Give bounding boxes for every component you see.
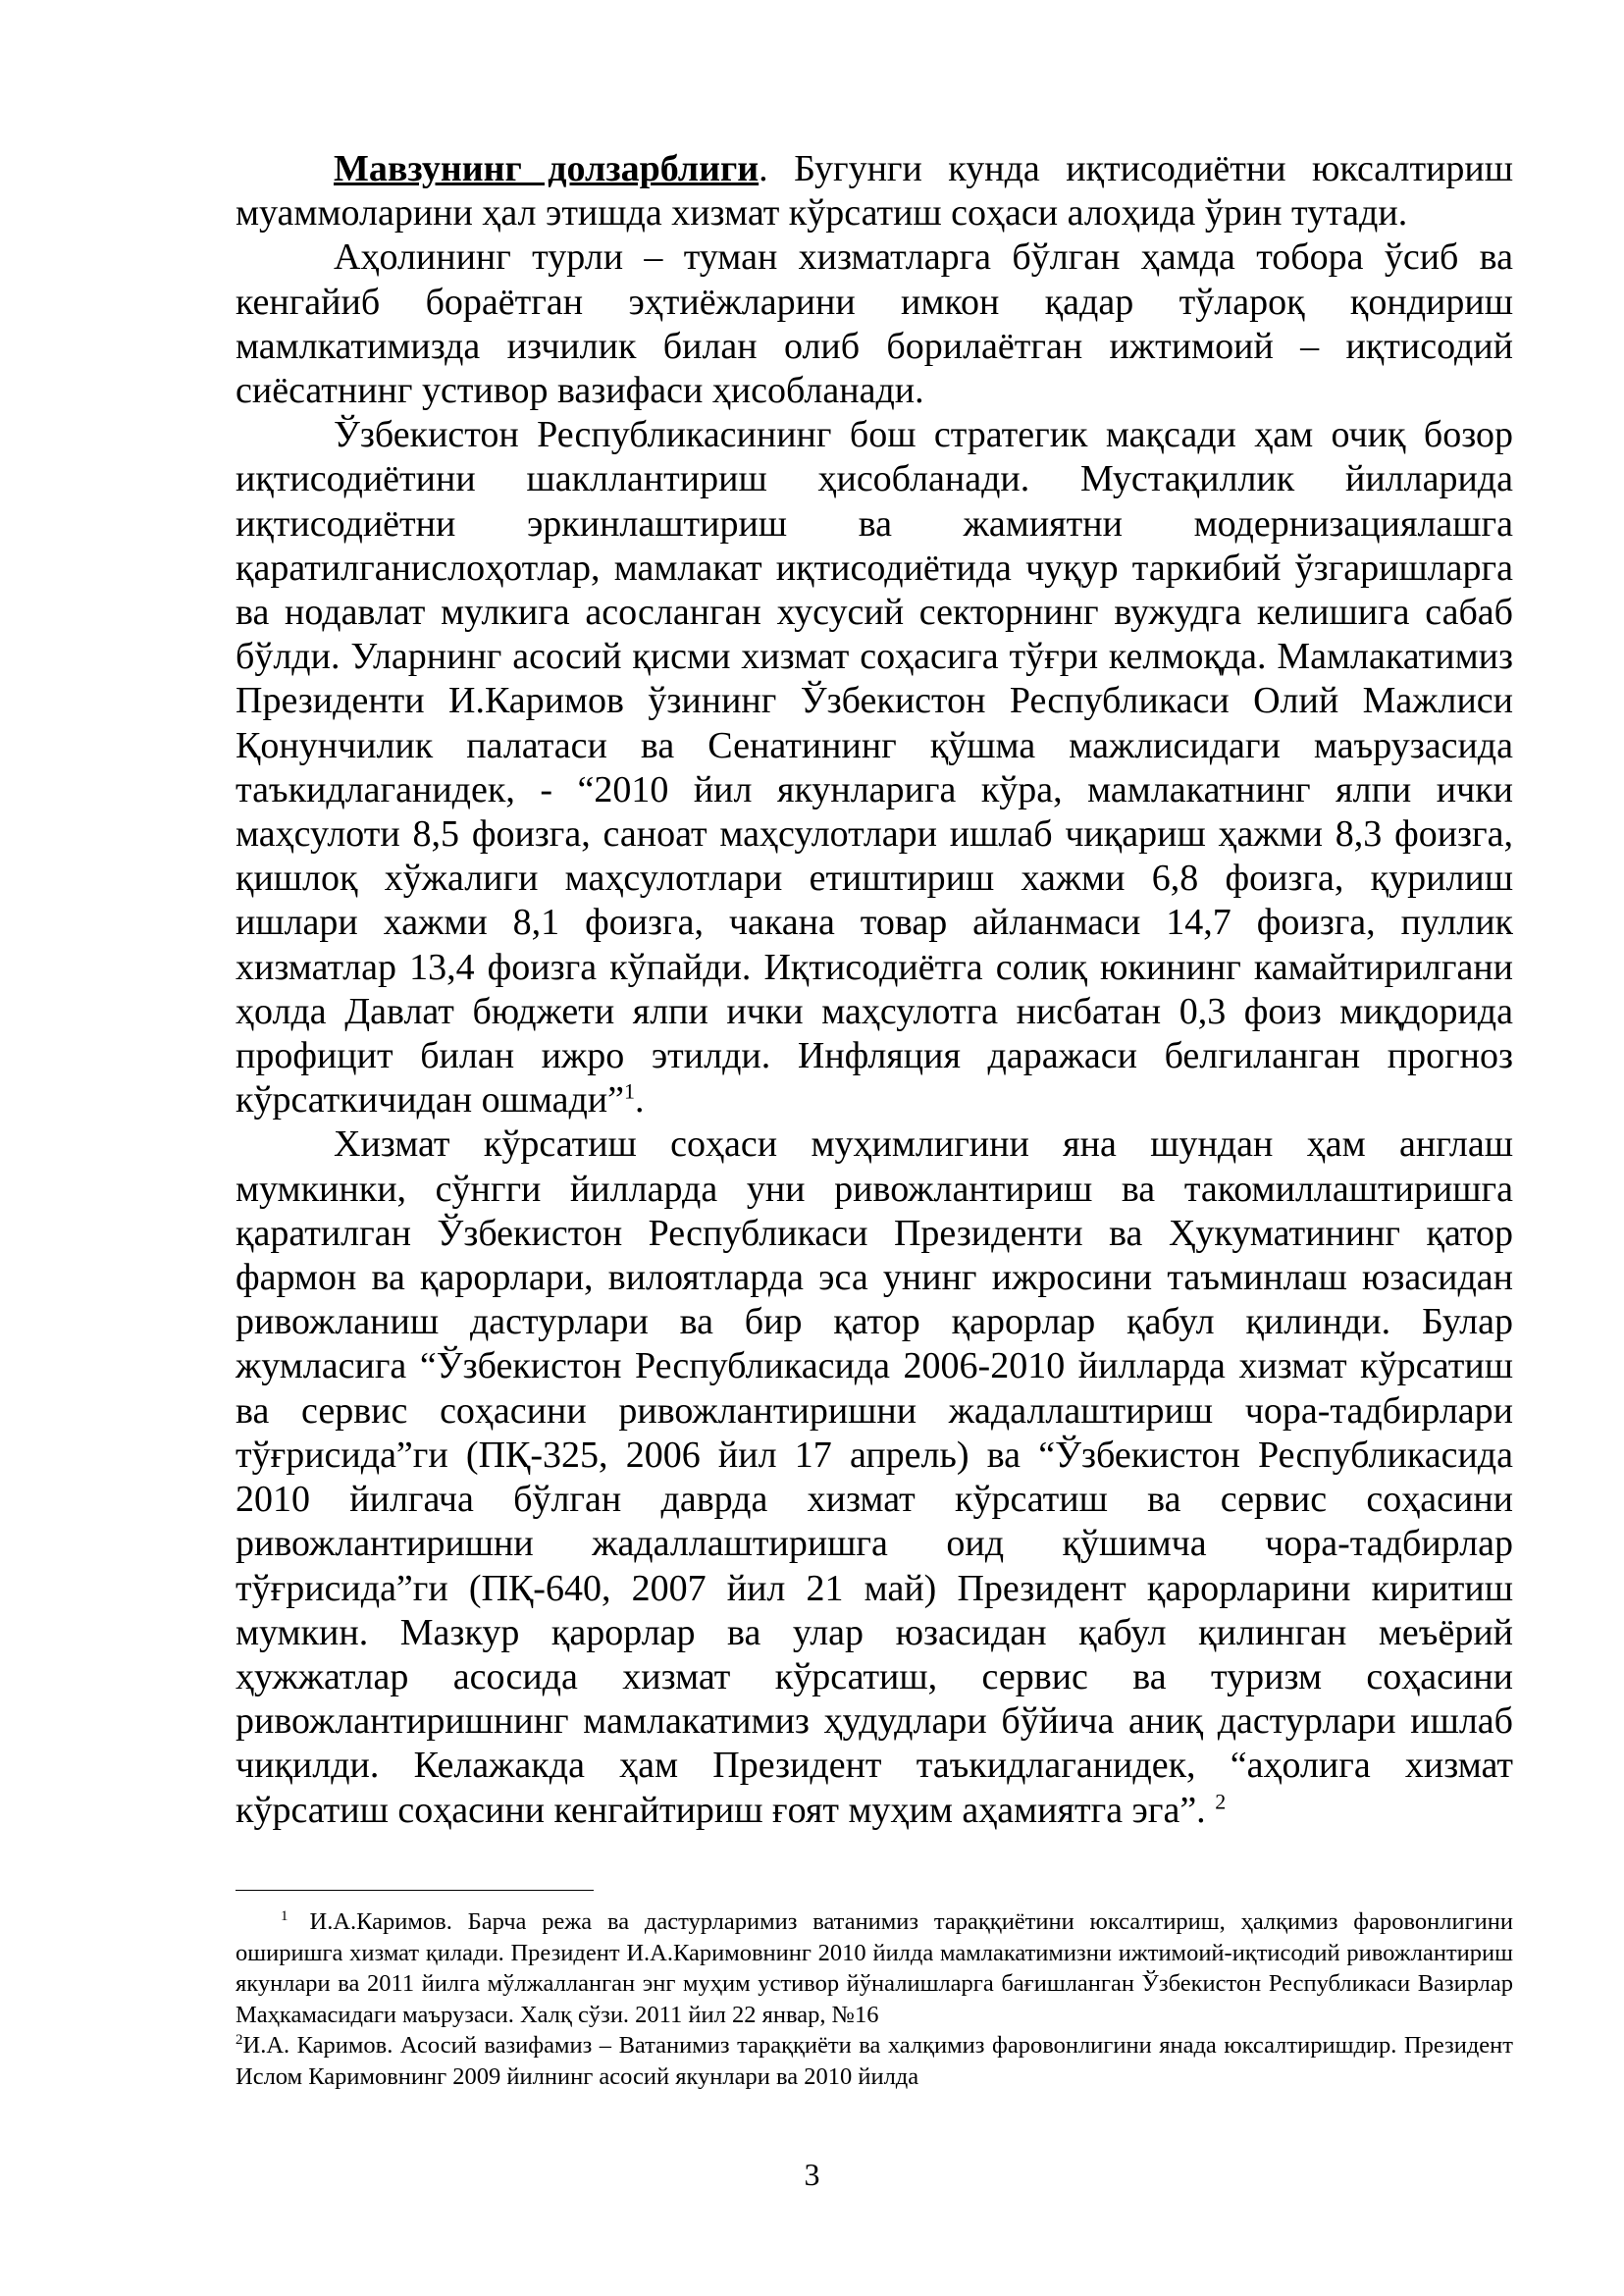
paragraph-3-end: .: [635, 1079, 645, 1122]
paragraph-3-text: Ўзбекистон Республикасининг бош стратегик мақсади ҳам очиқ бозор иқтисодиётини шакллантириш ҳисобланади. Мустақиллик йилларида иқтисодиётни эркинлаштириш ва жамиятни модернизациялашга қаратилганислоҳотлар, мамлакат иқтисодиётида чуқур таркибий ўзгаришларга ва нодавлат мулкига асосланган хусусий секторнинг вужудга келишига сабаб бўлди. Уларнинг асосий қисми хизмат соҳасига тўғри келмоқда. Мамлакатимиз Президенти И.Каримов ўзининг Ўзбекистон Республикаси Олий Мажлиси Қонунчилик палатаси ва Сенатининг қўшма мажлисидаги маърузасида таъкидлаганидек, - “2010 йил якунларига кўра, мамлакатнинг ялпи ички маҳсулоти 8,5 фоизга, саноат маҳсулотлари ишлаб чиқариш ҳажми 8,3 фоизга, қишлоқ хўжалиги маҳсулотлари етиштириш хажми 6,8 фоизга, қурилиш ишлари хажми 8,1 фоизга, чакана товар айланмаси 14,7 фоизга, пуллик хизматлар 13,4 фоизга кўпайди. Иқтисодиётга солиқ юкининг камайтирилгани ҳолда Давлат бюджети ялпи ички маҳсулотга нисбатан 0,3 фоиз миқдорида профицит билан ижро этилди. Инфляция даражаси белгиланган прогноз кўрсаткичидан ошмади”: [236, 414, 1513, 1122]
topic-heading: Мавзунинг долзарблиги: [334, 148, 760, 189]
footnote-ref-1: 1: [624, 1078, 636, 1104]
footnotes: [236, 1906, 1513, 2093]
footnote-2: [236, 2030, 1513, 2092]
paragraph-2-text: Аҳолининг турли – туман хизматларга бўлган ҳамда тобора ўсиб ва кенгайиб бораётган эҳтиёжларини имкон қадар тўлароқ қондириш мамлкатимизда изчилик билан олиб борилаётган ижтимоий – иқтисодий сиёсатнинг устивор вазифаси ҳисобланади.: [236, 236, 1513, 412]
paragraph-4: [236, 1122, 1513, 1832]
footnote-2-text: И.А. Каримов. Асосий вазифамиз – Ватанимиз тараққиёти ва халқимиз фаровонлигини янада юксалтиришдир. Президент Ислом Каримовнинг 2009 йилнинг асосий якунлари ва 2010 йилда: [236, 2032, 1513, 2090]
paragraph-3: [236, 413, 1513, 1122]
paragraph-1-text: . Бугунги кунда иқтисодиётни юксалтириш муаммоларини ҳал этишда хизмат кўрсатиш соҳаси алоҳида ўрин тутади.: [236, 148, 1513, 235]
footnote-2-marker: 2: [236, 2032, 243, 2049]
paragraph-4-text: Хизмат кўрсатиш соҳаси муҳимлигини яна шундан ҳам англаш мумкинки, сўнгги йилларда уни ривожлантириш ва такомиллаштиришга қаратилган Ўзбекистон Республикаси Президенти ва Ҳукуматининг қатор фармон ва қарорлари, вилоятларда эса унинг ижросини таъминлаш юзасидан ривожланиш дастурлари ва бир қатор қарорлар қабул қилинди. Булар жумласига “Ўзбекистон Республикасида 2006-2010 йилларда хизмат кўрсатиш ва сервис соҳасини ривожлантиришни жадаллаштириш чора-тадбирлари тўғрисида”ги (ПҚ-325, 2006 йил 17 апрель) ва “Ўзбекистон Республикасида 2010 йилгача бўлган даврда хизмат кўрсатиш ва сервис соҳасини ривожлантиришни жадаллаштиришга оид қўшимча чора-тадбирлар тўғрисида”ги (ПҚ-640, 2007 йил 21 май) Президент қарорларини киритиш мумкин. Мазкур қарорлар ва улар юзасидан қабул қилинган меъёрий ҳужжатлар асосида хизмат кўрсатиш, сервис ва туризм соҳасини ривожлантиришнинг мамлакатимиз ҳудудлари бўйича аниқ дастурлари ишлаб чиқилди. Келажакда ҳам Президент таъкидлаганидек, “аҳолига хизмат кўрсатиш соҳасини кенгайтириш ғоят муҳим аҳамиятга эга”.: [236, 1123, 1513, 1831]
paragraph-2: [236, 235, 1513, 413]
footnote-1-marker: 1: [281, 1907, 288, 1924]
footnote-separator: [236, 1890, 594, 1891]
page-number: 3: [804, 2157, 820, 2192]
footnote-ref-2: 2: [1215, 1788, 1227, 1813]
paragraph-1: [236, 147, 1513, 235]
body-text: [236, 147, 1513, 1833]
footnote-1-text: И.А.Каримов. Барча режа ва дастурларимиз ватанимиз тараққиётини юксалтириш, ҳалқимиз фаровонлигини оширишга хизмат қилади. Президент И.А.Каримовнинг 2010 йилда мамлакатимизни ижтимоий-иқтисодий ривожлантириш якунлари ва 2011 йилга мўлжалланган энг муҳим устивор йўналишларга бағишланган Ўзбекистон Республикаси Вазирлар Маҳкамасидаги маърузаси. Халқ сўзи. 2011 йил 22 январ, №16: [236, 1908, 1513, 2028]
footnote-1: [236, 1906, 1513, 2030]
